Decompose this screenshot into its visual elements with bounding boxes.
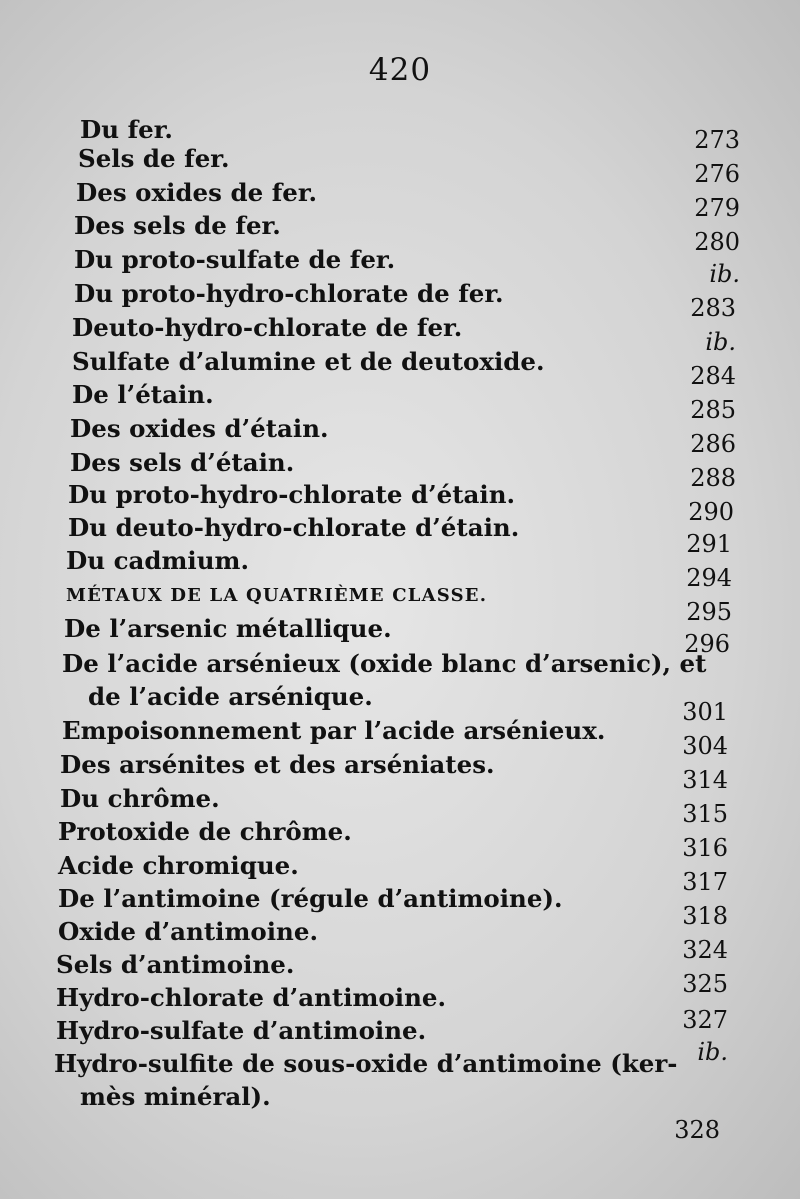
entry-page-number: 317 [682,868,728,896]
entry-title: Des oxides d’étain. [70,414,329,443]
entry-page-number: 280 [694,228,740,256]
entry-title: Du proto-hydro-chlorate de fer. [74,279,504,308]
entry-page-number: 315 [682,800,728,828]
entry-page-number: 273 [694,126,740,154]
entry-page-number: ib. [705,328,736,356]
entry-title: Empoisonnement par l’acide arsénieux. [62,716,606,745]
entry-page-number: 284 [690,362,736,390]
entry-title: De l’étain. [72,380,214,409]
entry-title: De l’antimoine (régule d’antimoine). [58,884,563,913]
entry-page-number: 291 [686,530,732,558]
entry-page-number: 286 [690,430,736,458]
entry-title: Du chrôme. [60,784,220,813]
entry-page-number: 304 [682,732,728,760]
entry-title: De l’arsenic métallique. [64,614,392,643]
entry-title: Du proto-hydro-chlorate d’étain. [68,480,516,509]
entry-title: Des oxides de fer. [76,178,318,207]
entry-page-number: 316 [682,834,728,862]
entry-page-number: 318 [682,902,728,930]
entry-title: Sels d’antimoine. [56,950,295,979]
entry-page-number: 283 [690,294,736,322]
entry-page-number: 314 [682,766,728,794]
entry-title: mès minéral). [80,1082,271,1111]
entry-title: de l’acide arsénique. [88,682,373,711]
page-number: 420 [368,52,432,88]
entry-title: Protoxide de chrôme. [58,817,352,846]
entry-page-number: 296 [684,630,730,658]
entry-title: Des sels d’étain. [70,448,295,477]
entry-page-number: 290 [688,498,734,526]
entry-page-number: 279 [694,194,740,222]
entry-title: Du fer. [80,115,173,144]
entry-page-number: 288 [690,464,736,492]
entry-title: Sels de fer. [78,144,230,173]
entry-title: Du proto-sulfate de fer. [74,245,396,274]
entry-page-number: 294 [686,564,732,592]
entry-title: Du deuto-hydro-chlorate d’étain. [68,513,520,542]
entry-title: Des sels de fer. [74,211,281,240]
entry-title: Acide chromique. [58,851,299,880]
entry-title: De l’acide arsénieux (oxide blanc d’arsenic), et [62,649,707,678]
entry-title: Hydro-chlorate d’antimoine. [56,983,447,1012]
entry-page-number: ib. [709,260,740,288]
entry-page-number: 325 [682,970,728,998]
entry-page-number: 295 [686,598,732,626]
entry-title: Du cadmium. [66,546,250,575]
entry-page-number: ib. [697,1038,728,1066]
entry-title: Oxide d’antimoine. [58,917,318,946]
entry-title: Hydro-sulfate d’antimoine. [56,1016,427,1045]
entry-title: Sulfate d’alumine et de deutoxide. [72,347,545,376]
entry-page-number: 324 [682,936,728,964]
entry-title: Deuto-hydro-chlorate de fer. [72,313,463,342]
entry-title: MÉTAUX DE LA QUATRIÈME CLASSE. [66,585,488,606]
entry-page-number: 327 [682,1006,728,1034]
table-of-contents [0,108,800,1168]
entry-page-number: 276 [694,160,740,188]
entry-page-number: 328 [674,1116,720,1144]
entry-page-number: 301 [682,698,728,726]
entry-title: Hydro-sulfite de sous-oxide d’antimoine (ker- [54,1049,678,1078]
entry-page-number: 285 [690,396,736,424]
entry-title: Des arsénites et des arséniates. [60,750,495,779]
